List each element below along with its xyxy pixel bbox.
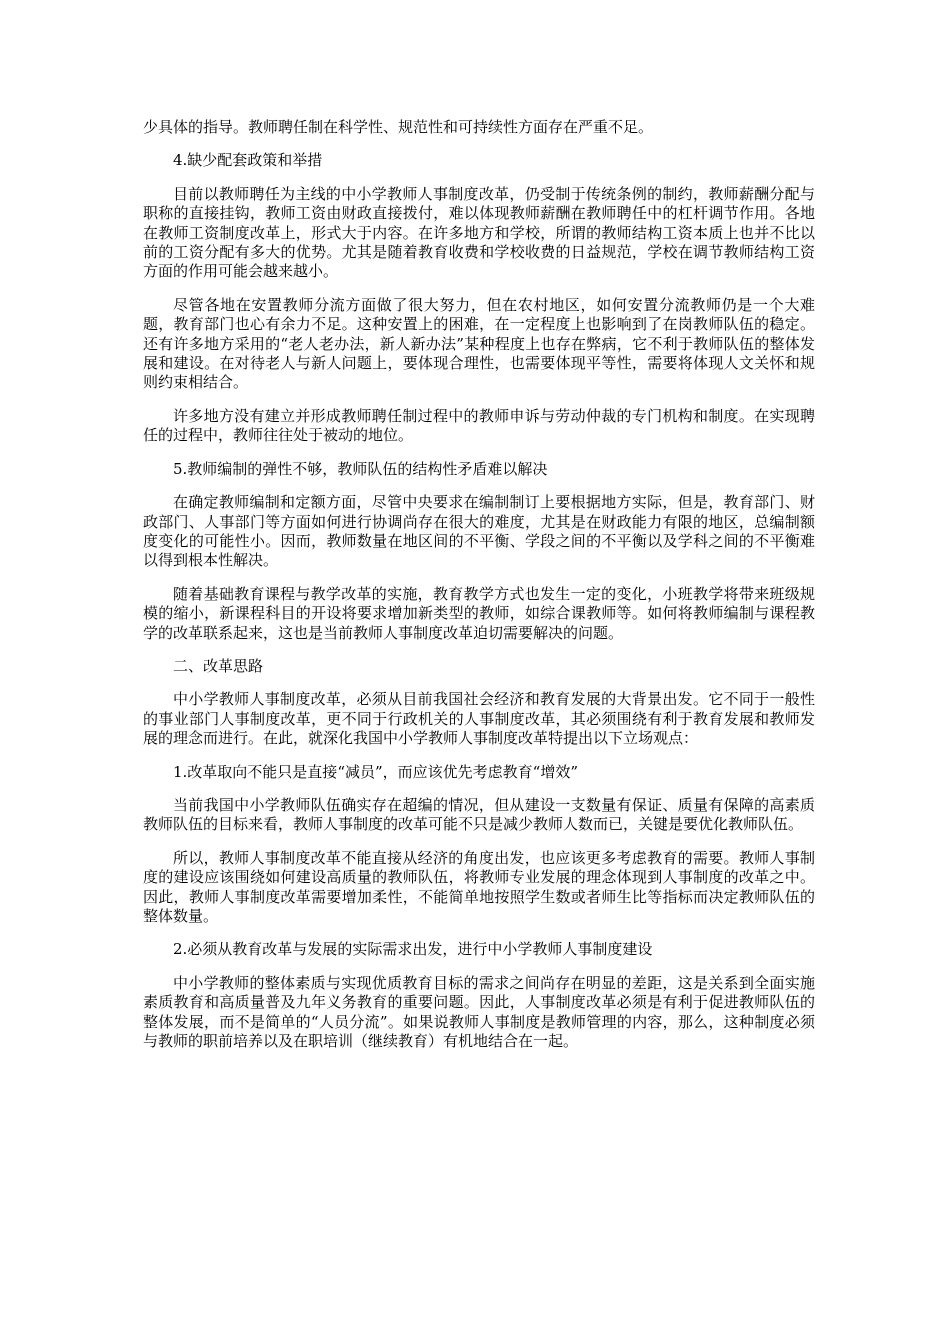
paragraph: 当前我国中小学教师队伍确实存在超编的情况，但从建设一支数量有保证、质量有保障的高素质教师队伍的目标来看，教师人事制度的改革可能不只是减少教师人数而已，关键是要优化教师队伍。 <box>143 795 815 834</box>
document-page <box>143 118 815 1065</box>
paragraph-continued: 少具体的指导。教师聘任制在科学性、规范性和可持续性方面存在严重不足。 <box>143 118 654 136</box>
paragraph: 中小学教师人事制度改革，必须从目前我国社会经济和教育发展的大背景出发。它不同于一般性的事业部门人事制度改革，更不同于行政机关的人事制度改革，其必须围绕有利于教育发展和教师发展的理念而进行。在此，就深化我国中小学教师人事制度改革特提出以下立场观点： <box>143 690 815 748</box>
chapter-heading: 二、改革思路 <box>173 656 264 675</box>
paragraph: 许多地方没有建立并形成教师聘任制过程中的教师申诉与劳动仲裁的专门机构和制度。在实现聘任的过程中，教师往往处于被动的地位。 <box>143 406 815 445</box>
section-heading: 1.改革取向不能只是直接“减员”，而应该优先考虑教育“增效” <box>173 762 578 781</box>
section-heading: 5.教师编制的弹性不够，教师队伍的结构性矛盾难以解决 <box>173 459 548 478</box>
paragraph: 随着基础教育课程与教学改革的实施，教育教学方式也发生一定的变化，小班教学将带来班级规模的缩小，新课程科目的开设将要求增加新类型的教师，如综合课教师等。如何将教师编制与课程教学的改革联系起来，这也是当前教师人事制度改革迫切需要解决的问题。 <box>143 584 815 642</box>
section-heading: 4.缺少配套政策和举措 <box>173 151 323 170</box>
paragraph: 目前以教师聘任为主线的中小学教师人事制度改革，仍受制于传统条例的制约，教师薪酬分配与职称的直接挂钩，教师工资由财政直接拨付，难以体现教师薪酬在教师聘任中的杠杆调节作用。各地在教师工资制度改革上，形式大于内容。在许多地方和学校，所谓的教师结构工资本质上也并不比以前的工资分配有多大的优势。尤其是随着教育收费和学校收费的日益规范，学校在调节教师结构工资方面的作用可能会越来越小。 <box>143 184 815 281</box>
paragraph: 在确定教师编制和定额方面，尽管中央要求在编制制订上要根据地方实际，但是，教育部门、财政部门、人事部门等方面如何进行协调尚存在很大的难度，尤其是在财政能力有限的地区，总编制额度变化的可能性小。因而，教师数量在地区间的不平衡、学段之间的不平衡以及学科之间的不平衡难以得到根本性解决。 <box>143 493 815 570</box>
paragraph: 中小学教师的整体素质与实现优质教育目标的需求之间尚存在明显的差距，这是关系到全面实施素质教育和高质量普及九年义务教育的重要问题。因此，人事制度改革必须是有利于促进教师队伍的整体发展，而不是简单的“人员分流”。如果说教师人事制度是教师管理的内容，那么，这种制度必须与教师的职前培养以及在职培训（继续教育）有机地结合在一起。 <box>143 973 815 1051</box>
paragraph: 所以，教师人事制度改革不能直接从经济的角度出发，也应该更多考虑教育的需要。教师人事制度的建设应该围绕如何建设高质量的教师队伍，将教师专业发展的理念体现到人事制度的改革之中。因此，教师人事制度改革需要增加柔性，不能简单地按照学生数或者师生比等指标而决定教师队伍的整体数量。 <box>143 848 815 925</box>
paragraph: 尽管各地在安置教师分流方面做了很大努力，但在农村地区，如何安置分流教师仍是一个大难题，教育部门也心有余力不足。这种安置上的困难，在一定程度上也影响到了在岗教师队伍的稳定。还有许多地方采用的“老人老办法，新人新办法”某种程度上也存在弊病，它不利于教师队伍的整体发展和建设。在对待老人与新人问题上，要体现合理性，也需要体现平等性，需要将体现人文关怀和规则约束相结合。 <box>143 295 815 392</box>
section-heading: 2.必须从教育改革与发展的实际需求出发，进行中小学教师人事制度建设 <box>173 940 653 959</box>
